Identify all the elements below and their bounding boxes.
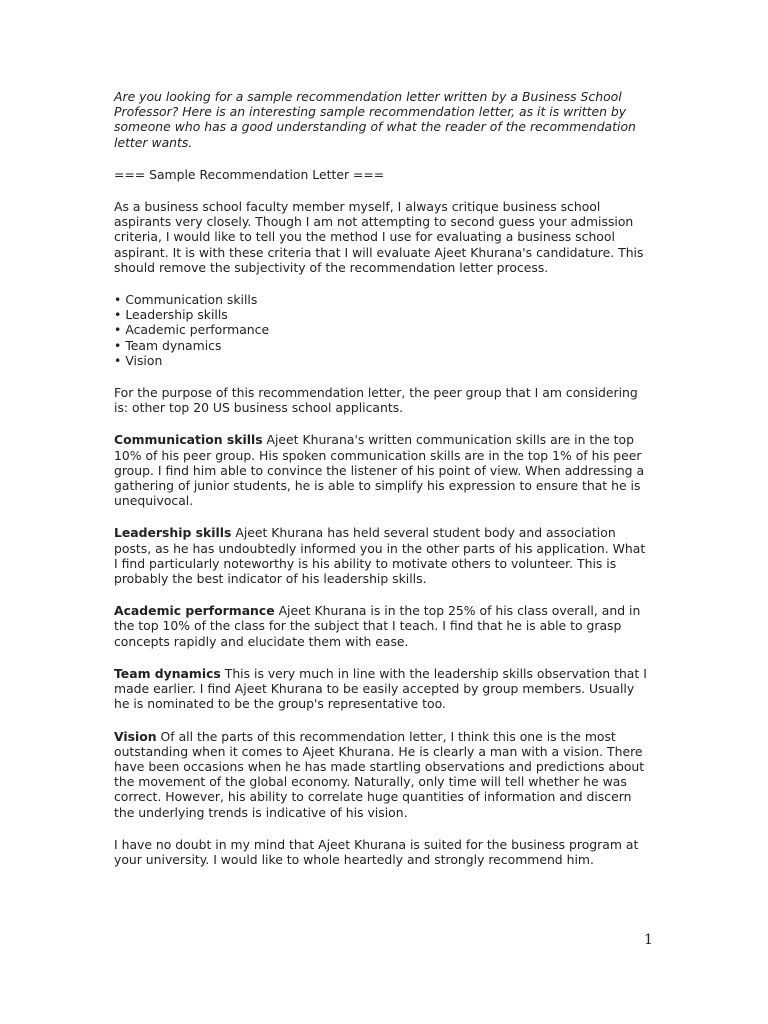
page-number: 1 — [644, 932, 653, 948]
section-heading: Academic performance — [114, 603, 275, 619]
list-item — [114, 353, 649, 368]
bullet-icon: • — [114, 352, 122, 368]
leadership-section — [114, 525, 649, 586]
letter-body — [114, 89, 649, 884]
list-item — [114, 292, 649, 307]
bullet-icon: • — [114, 307, 122, 323]
list-item-label: Leadership skills — [125, 307, 228, 323]
list-item-label: Academic performance — [125, 322, 270, 338]
section-heading: Communication skills — [114, 432, 263, 448]
list-item-label: Team dynamics — [125, 337, 222, 353]
list-item — [114, 307, 649, 322]
criteria-list — [114, 292, 649, 368]
section-text: Ajeet Khurana's written communication skills are in the top 10% of his peer group. His spoken communication skills are in the top 1% of his peer group. I find him able to convince the listener of his point of view. When addressing a gathering of junior students, he is able to simplify his expression to ensure that he is unequivocal. — [114, 432, 645, 509]
vision-section — [114, 729, 649, 820]
bullet-icon: • — [114, 337, 122, 353]
academic-section — [114, 603, 649, 649]
section-title: === Sample Recommendation Letter === — [114, 166, 385, 182]
bullet-icon: • — [114, 322, 122, 338]
section-text: Of all the parts of this recommendation letter, I think this one is the most outstanding when it comes to Ajeet Khurana. He is clearly a man with a vision. There have been occasions when he has made startling observations and predictions about the movement of the global economy. Naturally, only time will tell whether he was correct. However, his ability to correlate huge quantities of information and discern the underlying trends is indicative of his vision. — [114, 728, 645, 820]
team-dynamics-section — [114, 666, 649, 712]
section-text: This is very much in line with the leadership skills observation that I made earlier. I find Ajeet Khurana to be easily accepted by group members. Usually he is nominated to be the group's representative too. — [114, 665, 647, 712]
section-heading: Team dynamics — [114, 665, 221, 681]
intro-paragraph: Are you looking for a sample recommendation letter written by a Business School Professor? Here is an interesting sample recommendation letter, as it is written by someone who has a good understanding of what the reader of the recommendation letter wants. — [114, 89, 636, 150]
section-heading: Leadership skills — [114, 525, 232, 541]
list-item — [114, 322, 649, 337]
section-heading: Vision — [114, 728, 157, 744]
communication-section — [114, 432, 649, 508]
section-text: Ajeet Khurana is in the top 25% of his class overall, and in the top 10% of the class for the subject that I teach. I find that he is able to grasp concepts rapidly and elucidate them with ease. — [114, 603, 641, 649]
peer-group-paragraph: For the purpose of this recommendation letter, the peer group that I am considering is: other top 20 US business school applicants. — [114, 385, 638, 416]
closing-paragraph: I have no doubt in my mind that Ajeet Khurana is suited for the business program at your university. I would like to whole heartedly and strongly recommend him. — [114, 836, 639, 867]
list-item — [114, 338, 649, 353]
bullet-icon: • — [114, 292, 122, 308]
opening-paragraph: As a business school faculty member myself, I always critique business school aspirants very closely. Though I am not attempting to second guess your admission criteria, I would like to tell you the method I use for evaluating a business school aspirant. It is with these criteria that I will evaluate Ajeet Khurana's candidature. This should remove the subjectivity of the recommendation letter process. — [114, 199, 644, 275]
list-item-label: Communication skills — [125, 292, 258, 308]
section-text: Ajeet Khurana has held several student body and association posts, as he has undoubtedly informed you in the other parts of his application. What I find particularly noteworthy is his ability to motivate others to volunteer. This is probably the best indicator of his leadership skills. — [114, 525, 646, 587]
list-item-label: Vision — [125, 352, 163, 368]
